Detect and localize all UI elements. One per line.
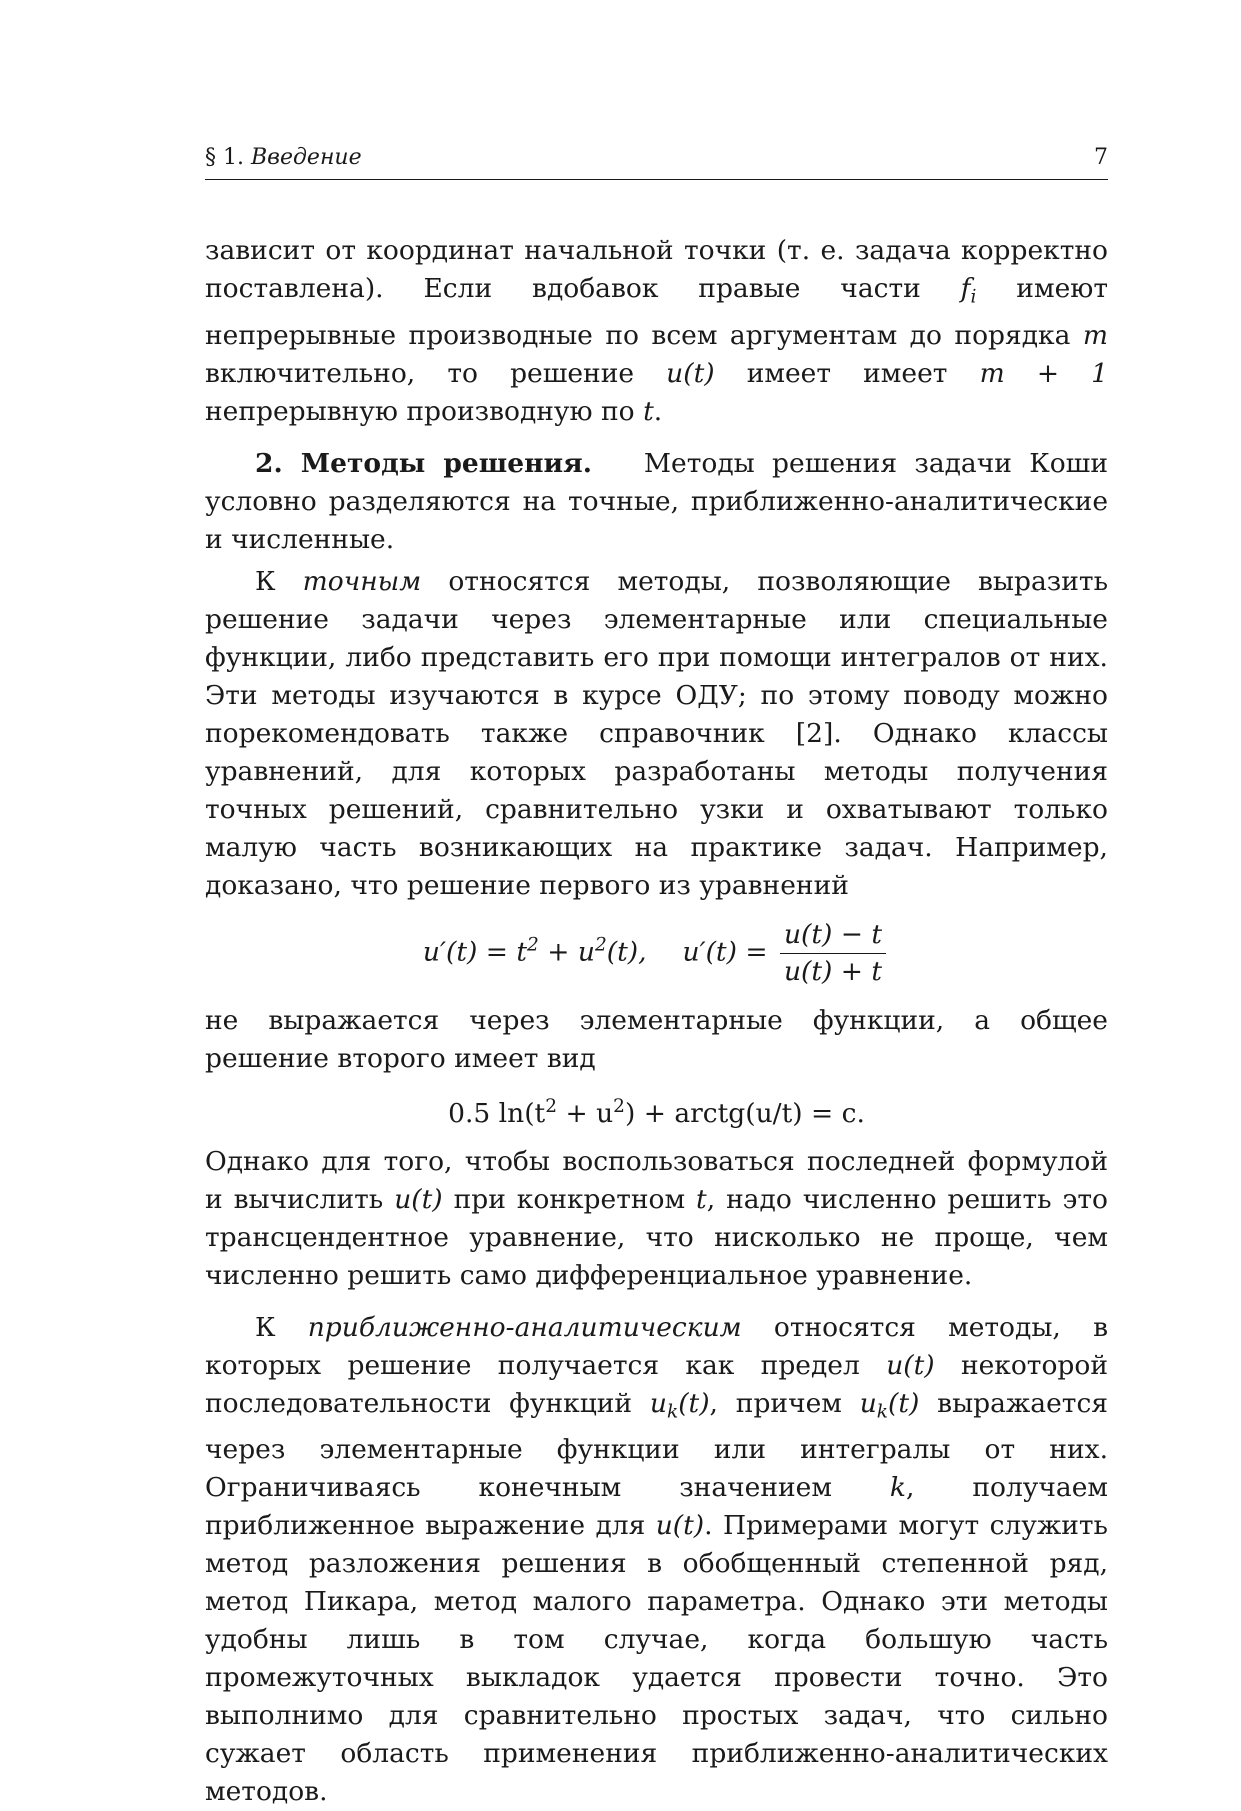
fraction: $\frac{u(t) - t}{u(t) + t}$ bbox=[780, 917, 886, 990]
paragraph-transcendent: Однако для того, чтобы воспользоваться последней формулой и вычислить u(t) при конкретном t, надо численно решить это трансцендентное уравнение, что нисколько не проще, чем численно решить само дифференциальное уравнение. bbox=[205, 1145, 1108, 1291]
paragraph-1: зависит от координат начальной точки (т. е. задача корректно поставлена). Если вдобавок правые части $f_i$ имеют непрерывные производные по всем аргументам до порядка m включительно, то решение u(t) имеет имеет m + 1 непрерывную производную по t. bbox=[205, 235, 1109, 427]
paragraph-general-solution: не выражается через элементарные функции, а общее решение второго имеет вид bbox=[205, 1004, 1108, 1074]
section-heading: 2. Методы решения. bbox=[255, 447, 592, 479]
paragraph-exact-methods: К точным относятся методы, позволяющие выразить решение задачи через элементарные или специальные функции, либо представить его при помощи интегралов от них. Эти методы изучаются в курсе ОДУ; по этому поводу можно порекомендовать также справочник [2]. Однако классы уравнений, для которых разработаны методы получения точных решений, сравнительно узки и охватывают только малую часть возникающих на практике задач. Например, доказано, что решение первого из уравнений bbox=[205, 565, 1108, 901]
equation-2: 0.5 $\ln(t^2 + u^2)$ + arctg(u/t) = c. bbox=[448, 1095, 865, 1129]
running-head bbox=[205, 143, 1108, 180]
paragraph-methods-heading: 2. Методы решения. Методы решения задачи Коши условно разделяются на точные, приближенно-аналитические и численные. bbox=[205, 447, 1108, 555]
section-number: § 1. bbox=[205, 145, 244, 170]
page-number: 7 bbox=[1094, 145, 1108, 170]
section-title: Введение bbox=[250, 145, 362, 170]
equation-1: $u'(t) = t^2 + u^2(t)$, u′(t) = $\frac{u(t) - t}{u(t) + t}$ bbox=[205, 917, 1108, 990]
paragraph-approx-methods: К приближенно-аналитическим относятся методы, в которых решение получается как предел u(t) некоторой последовательности функций $u_k(t)$, причем $u_k(t)$ выражается через элементарные функции или интегралы от них. Ограничиваясь конечным значением k, получаем приближенное выражение для u(t). Примерами могут служить метод разложения решения в обобщенный степенной ряд, метод Пикара, метод малого параметра. Однако эти методы удобны лишь в том случае, когда большую часть промежуточных выкладок удается провести точно. Это выполнимо для сравнительно простых задач, что сильно сужает область применения приближенно-аналитических методов. bbox=[205, 1311, 1109, 1808]
body-text bbox=[205, 232, 1108, 1811]
